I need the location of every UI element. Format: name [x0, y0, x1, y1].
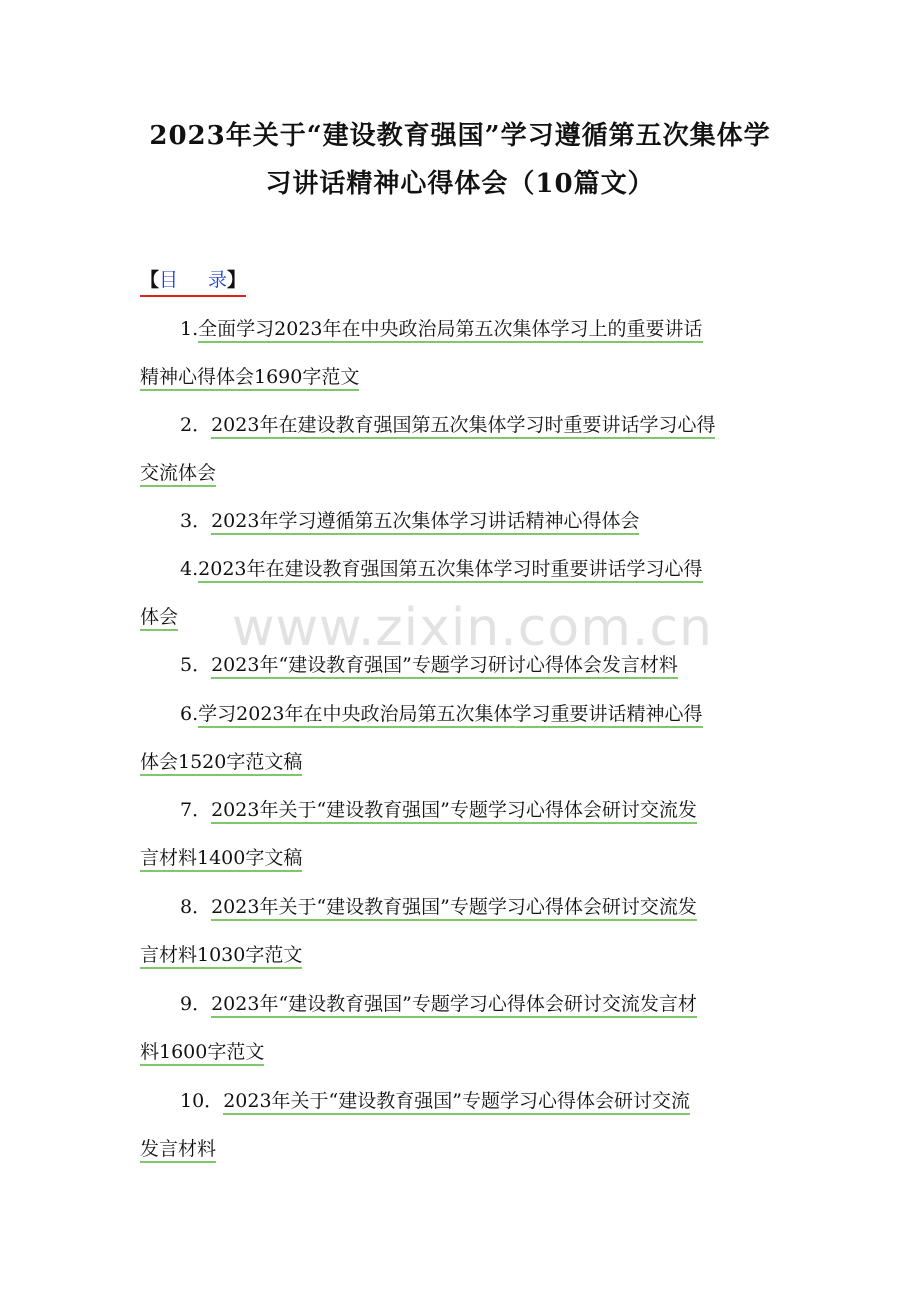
toc-item-10[interactable] — [180, 1087, 690, 1115]
toc-item-2[interactable] — [180, 411, 715, 439]
toc-item-number: 3． — [180, 510, 212, 532]
toc-item-link[interactable]: 2023年关于“建设教育强国”专题学习心得体会研讨交流发 — [211, 896, 697, 921]
toc-item-1-continuation[interactable] — [140, 363, 359, 391]
toc-item-link[interactable]: 2023年学习遵循第五次集体学习讲话精神心得体会 — [211, 510, 639, 535]
toc-item-7-continuation[interactable] — [140, 844, 302, 872]
toc-heading-open-bracket: 【 — [140, 269, 160, 291]
toc-item-link[interactable]: 体会 — [140, 606, 178, 631]
toc-item-number: 2． — [180, 414, 212, 436]
toc-item-4[interactable] — [180, 555, 703, 583]
watermark: www.zixin.com.cn — [232, 598, 713, 658]
toc-item-number: 6. — [180, 703, 199, 725]
toc-item-6[interactable] — [180, 700, 703, 728]
toc-item-8-continuation[interactable] — [140, 941, 302, 969]
toc-item-number: 8． — [180, 896, 212, 918]
toc-item-link[interactable]: 言材料1400字文稿 — [140, 847, 302, 872]
toc-item-2-continuation[interactable] — [140, 459, 216, 487]
toc-item-link[interactable]: 精神心得体会1690字范文 — [140, 366, 359, 391]
toc-item-number: 5． — [180, 654, 212, 676]
toc-item-link[interactable]: 2023年“建设教育强国”专题学习研讨心得体会发言材料 — [211, 654, 678, 679]
toc-item-8[interactable] — [180, 893, 697, 921]
toc-item-link[interactable]: 2023年“建设教育强国”专题学习心得体会研讨交流发言材 — [211, 993, 697, 1018]
toc-item-4-continuation[interactable] — [140, 603, 178, 631]
toc-item-link[interactable]: 体会1520字范文稿 — [140, 751, 302, 776]
toc-item-number: 7． — [180, 799, 212, 821]
toc-item-link[interactable]: 2023年关于“建设教育强国”专题学习心得体会研讨交流发 — [211, 799, 697, 824]
toc-heading-word-1: 目 — [159, 269, 179, 291]
toc-item-3[interactable] — [180, 507, 639, 535]
toc-heading — [140, 266, 246, 297]
toc-item-9[interactable] — [180, 990, 697, 1018]
toc-item-number: 9． — [180, 993, 212, 1015]
toc-item-link[interactable]: 2023年关于“建设教育强国”专题学习心得体会研讨交流 — [223, 1090, 690, 1115]
document-title-line-1: 2023年关于“建设教育强国”学习遵循第五次集体学 — [149, 121, 771, 151]
toc-item-number: 10． — [180, 1090, 224, 1112]
toc-item-link[interactable]: 交流体会 — [140, 462, 216, 487]
toc-heading-close-bracket: 】 — [227, 269, 247, 291]
toc-item-10-continuation[interactable] — [140, 1135, 216, 1163]
toc-item-1[interactable] — [180, 315, 703, 343]
toc-item-link[interactable]: 学习2023年在中央政治局第五次集体学习重要讲话精神心得 — [198, 703, 702, 728]
document-title-line-2: 习讲话精神心得体会（10篇文） — [265, 169, 655, 199]
toc-item-7[interactable] — [180, 796, 697, 824]
toc-item-link[interactable]: 言材料1030字范文 — [140, 944, 302, 969]
toc-item-number: 4. — [180, 558, 199, 580]
toc-heading-word-2: 录 — [208, 269, 228, 291]
toc-item-number: 1. — [180, 318, 199, 340]
toc-item-link[interactable]: 2023年在建设教育强国第五次集体学习时重要讲话学习心得 — [198, 558, 702, 583]
toc-item-link[interactable]: 发言材料 — [140, 1138, 216, 1163]
toc-item-6-continuation[interactable] — [140, 748, 302, 776]
toc-item-link[interactable]: 料1600字范文 — [140, 1041, 264, 1066]
toc-item-link[interactable]: 全面学习2023年在中央政治局第五次集体学习上的重要讲话 — [198, 318, 702, 343]
toc-item-9-continuation[interactable] — [140, 1038, 264, 1066]
toc-item-link[interactable]: 2023年在建设教育强国第五次集体学习时重要讲话学习心得 — [211, 414, 715, 439]
